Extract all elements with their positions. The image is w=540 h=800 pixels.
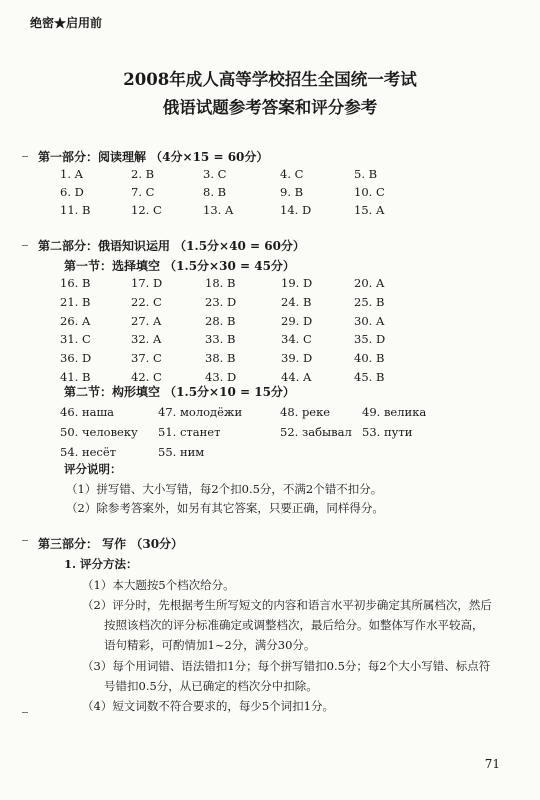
answer-item: 48. реке [280,405,331,419]
answer-item: 34. C [281,332,312,346]
answer-item: 19. D [281,276,313,290]
answer-item: 39. D [281,351,313,365]
part2-section2-heading: 第二节：构形填空 （1.5分×10 = 15分） [64,385,295,399]
answer-item: 5. B [354,167,378,181]
confidential-label: 绝密★启用前 [30,16,103,30]
answer-item: 7. C [131,185,155,199]
answer-item: 47. молодёжи [158,405,243,419]
answer-item: 14. D [280,203,312,217]
answer-item: 20. A [354,276,385,290]
answer-item: 29. D [281,314,313,328]
answer-item: 15. A [354,203,385,217]
answer-item: 53. пути [362,425,413,439]
answer-item: 17. D [131,276,163,290]
margin-mark [22,540,28,541]
answer-item: 2. B [131,167,155,181]
answer-item: 12. C [131,203,162,217]
answer-item: 33. B [205,332,236,346]
scoring-notes-heading: 评分说明： [64,462,122,476]
part2-heading: 第二部分：俄语知识运用 （1.5分×40 = 60分） [38,239,305,253]
writing-method-item: （2）评分时，先根据考生所写短文的内容和语言水平初步确定其所属档次，然后 [82,598,492,612]
answer-item: 6. D [60,185,84,199]
answer-item: 43. D [205,370,237,384]
scoring-note-item: （1）拼写错、大小写错，每2个扣0.5分，不满2个错不扣分。 [66,482,383,496]
answer-item: 25. B [354,295,385,309]
document-title: 2008年成人高等学校招生全国统一考试 [123,70,417,89]
answer-item: 23. D [205,295,237,309]
writing-method-heading: 1. 评分方法： [64,557,138,571]
answer-item: 35. D [354,332,386,346]
answer-item: 24. B [281,295,312,309]
answer-item: 9. B [280,185,304,199]
writing-method-item: （1）本大题按5个档次给分。 [82,578,235,592]
answer-item: 11. B [60,203,91,217]
answer-item: 3. C [203,167,227,181]
answer-item: 22. C [131,295,162,309]
answer-item: 32. A [131,332,162,346]
answer-item: 55. ним [158,445,205,459]
answer-item: 16. B [60,276,91,290]
answer-item: 31. C [60,332,91,346]
part3-heading: 第三部分： 写作 （30分） [38,537,184,551]
writing-method-item: 号错扣0.5分，从已确定的档次分中扣除。 [104,679,318,693]
answer-item: 36. D [60,351,92,365]
answer-item: 45. B [354,370,385,384]
writing-method-item: （4）短文词数不符合要求的，每少5个词扣1分。 [82,699,334,713]
page-number: 71 [484,757,500,771]
scoring-note-item: （2）除参考答案外，如另有其它答案，只要正确，同样得分。 [66,501,384,515]
part2-section1-heading: 第一节：选择填空 （1.5分×30 = 45分） [64,259,295,273]
answer-item: 27. A [131,314,162,328]
answer-item: 50. человеку [60,425,138,439]
writing-method-item: （3）每个用词错、语法错扣1分；每个拼写错扣0.5分；每2个大小写错、标点符 [82,659,491,673]
answer-item: 44. A [281,370,312,384]
writing-method-item: 按照该档次的评分标准确定或调整档次，最后给分。如整体写作水平较高， [104,618,484,632]
answer-item: 37. C [131,351,162,365]
margin-mark [22,156,28,157]
writing-method-item: 语句精彩，可酌情加1~2分，满分30分。 [104,638,316,652]
answer-item: 46. наша [60,405,115,419]
answer-item: 26. A [60,314,91,328]
margin-mark [22,245,28,246]
answer-item: 1. A [60,167,83,181]
answer-item: 52. забывал [280,425,352,439]
margin-mark [22,712,28,713]
answer-item: 40. B [354,351,385,365]
answer-item: 42. C [131,370,162,384]
answer-item: 54. несёт [60,445,117,459]
document-subtitle: 俄语试题参考答案和评分参考 [162,98,378,117]
answer-item: 21. B [60,295,91,309]
part1-heading: 第一部分：阅读理解 （4分×15 = 60分） [38,150,269,164]
answer-item: 51. станет [158,425,221,439]
answer-item: 38. B [205,351,236,365]
answer-item: 28. B [205,314,236,328]
answer-item: 4. C [280,167,304,181]
answer-item: 30. A [354,314,385,328]
answer-item: 13. A [203,203,234,217]
answer-item: 41. B [60,370,91,384]
answer-item: 10. C [354,185,385,199]
answer-item: 49. велика [362,405,427,419]
answer-item: 8. B [203,185,227,199]
answer-item: 18. B [205,276,236,290]
